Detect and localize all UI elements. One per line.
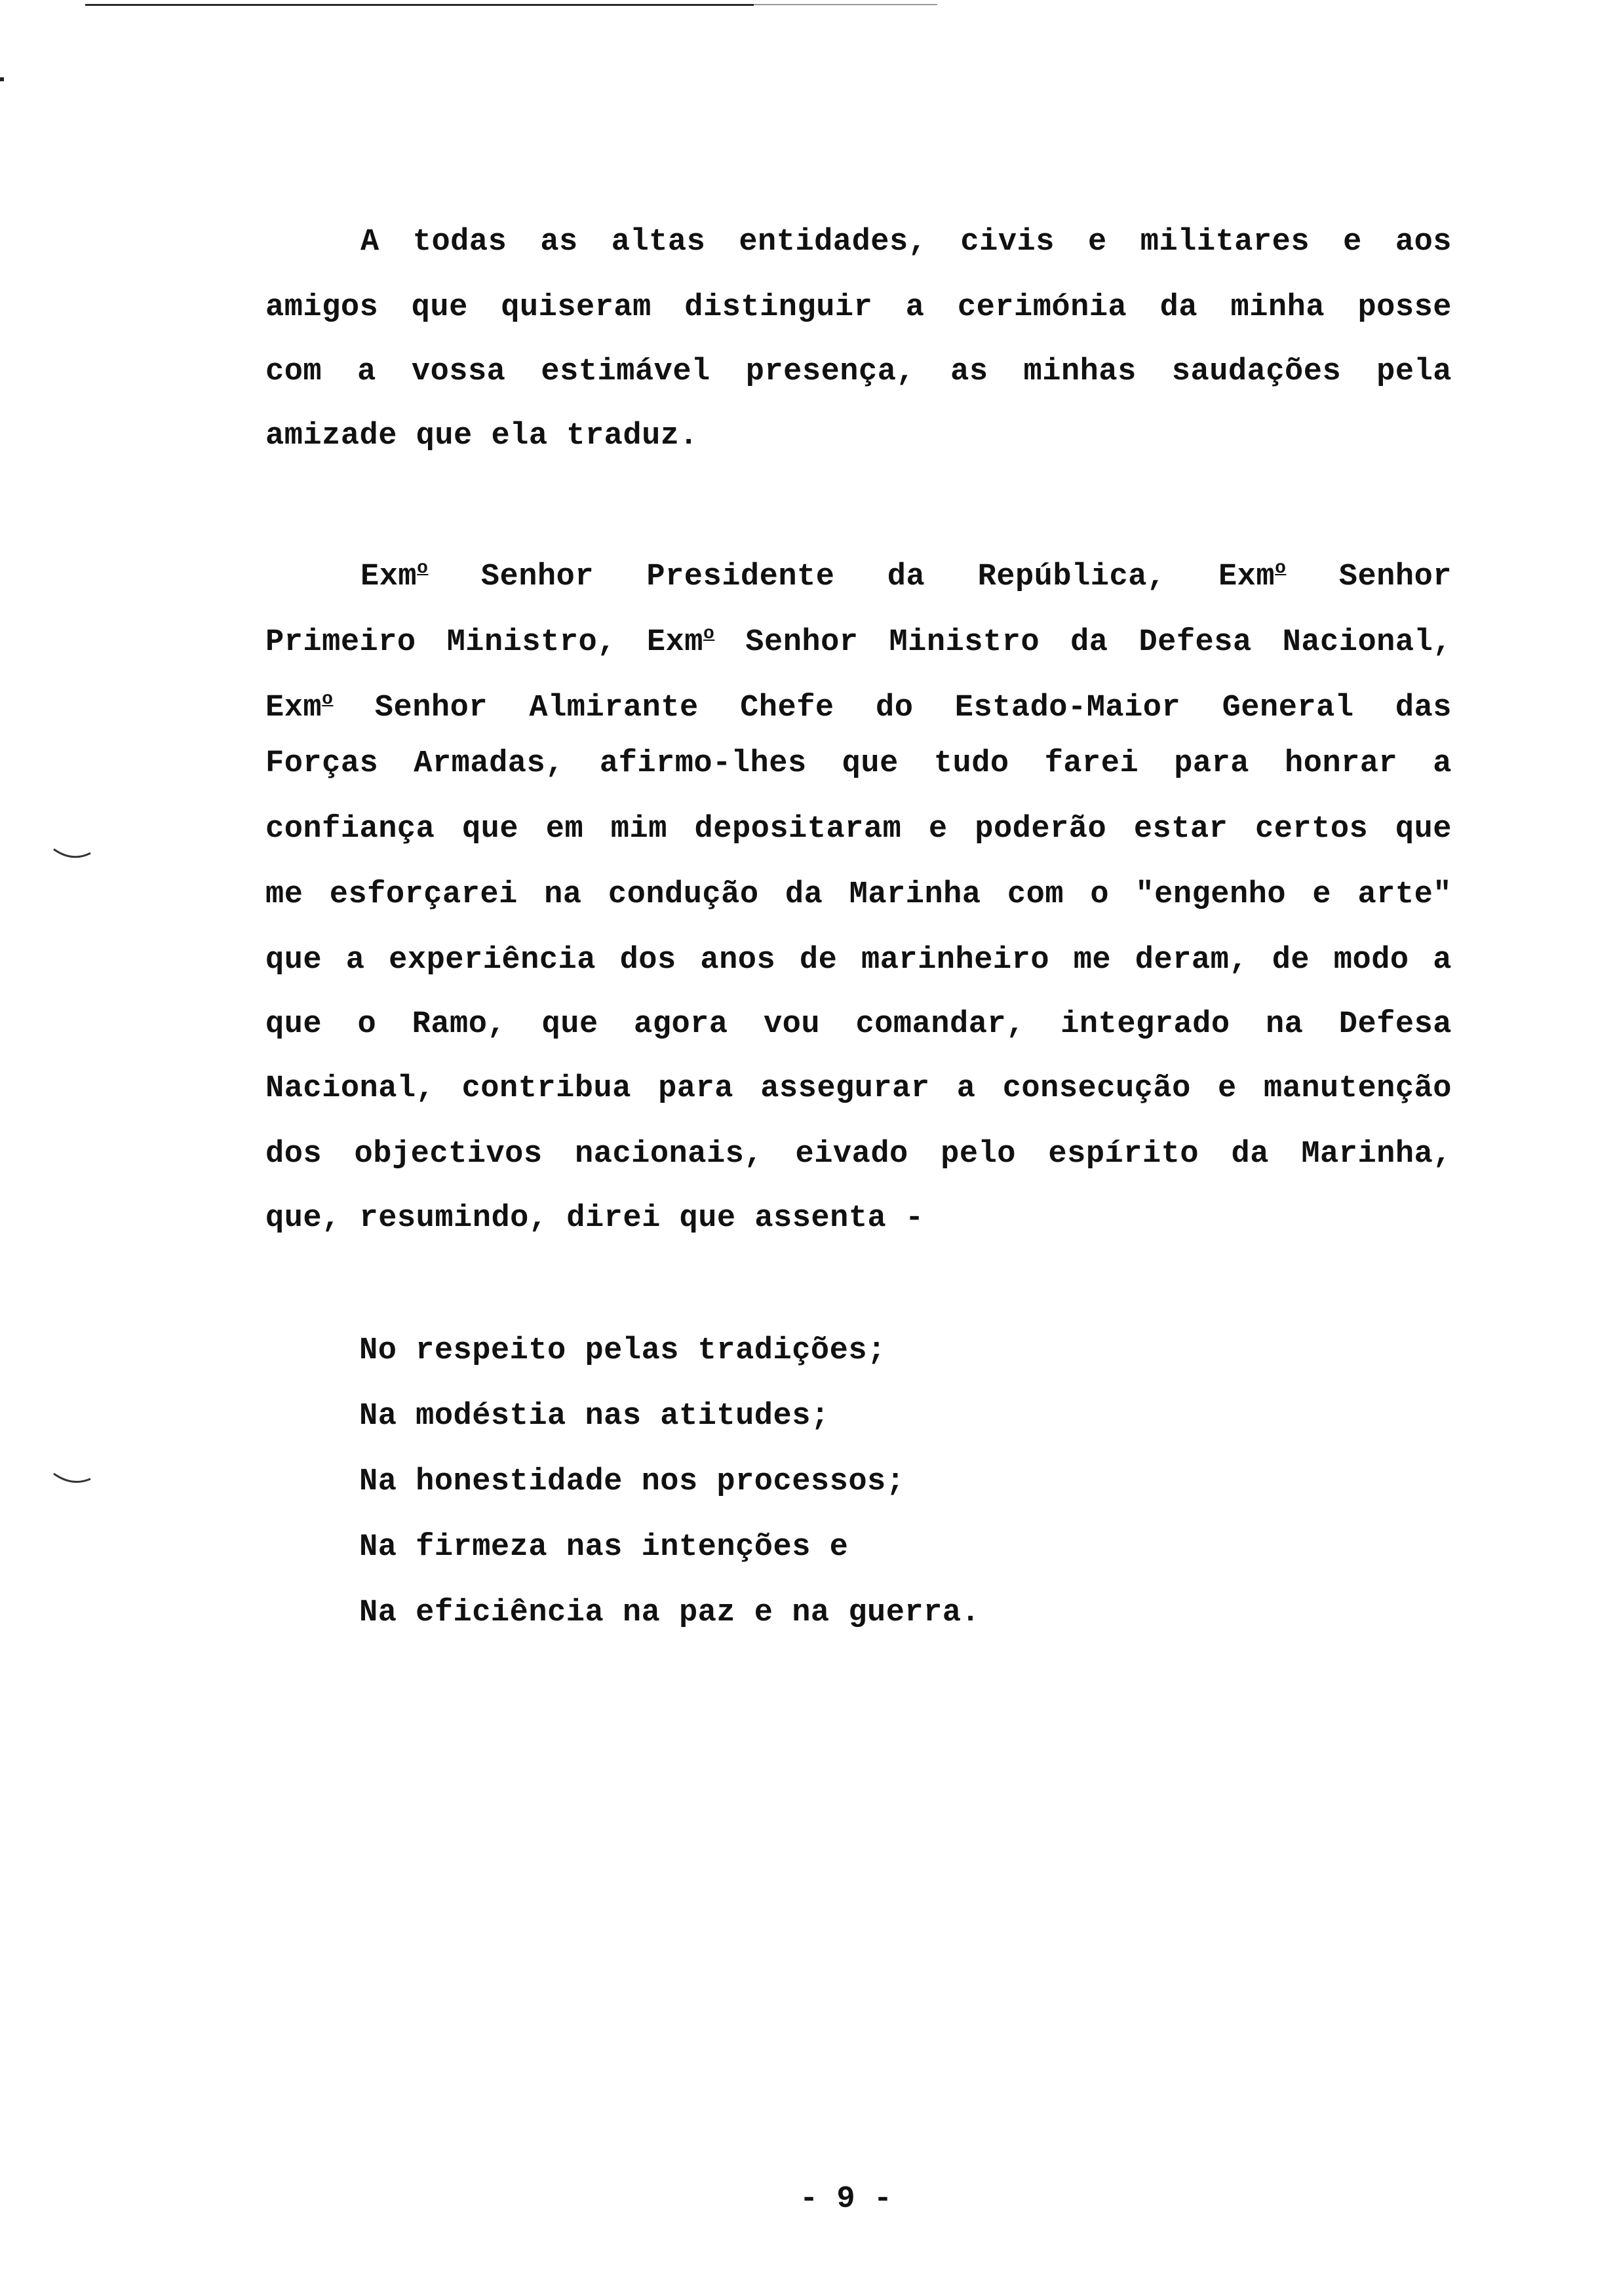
list-item: Na firmeza nas intenções e — [359, 1530, 849, 1565]
paragraph2-line: Primeiro Ministro, Exm$^o$ Senhor Ministro da Defesa Nacional, — [265, 624, 1452, 660]
ordinal-indicator: o — [1275, 558, 1287, 579]
paragraph2-line: que o Ramo, que agora vou comandar, integrado na Defesa — [265, 1007, 1452, 1042]
list-item: No respeito pelas tradições; — [359, 1333, 886, 1368]
paragraph2-line: Exm$^o$ Senhor Presidente da República, Exm$^o$ Senhor — [360, 558, 1452, 594]
top-border-line-faint — [754, 4, 937, 5]
ordinal-indicator: o — [703, 624, 715, 644]
scan-edge-mark — [0, 77, 4, 81]
ordinal-indicator: o — [417, 558, 429, 579]
paragraph2-line: que a experiência dos anos de marinheiro me deram, de modo a — [265, 943, 1452, 978]
scan-artifact-curve — [52, 1471, 92, 1491]
paragraph1-line: com a vossa estimável presença, as minhas saudações pela — [265, 354, 1452, 389]
page-number: - 9 - — [800, 2182, 893, 2217]
paragraph2-line: confiança que em mim depositaram e poderão estar certos que — [265, 812, 1452, 847]
paragraph2-line: Exm$^o$ Senhor Almirante Chefe do Estado-Maior General das — [265, 689, 1452, 725]
paragraph2-line: Forças Armadas, afirmo-lhes que tudo farei para honrar a — [265, 746, 1452, 781]
list-item: Na modéstia nas atitudes; — [359, 1399, 830, 1434]
paragraph2-line: que, resumindo, direi que assenta - — [265, 1201, 924, 1236]
paragraph2-line: Nacional, contribua para assegurar a consecução e manutenção — [265, 1071, 1452, 1106]
ordinal-indicator: o — [322, 689, 334, 710]
top-border-line — [85, 4, 754, 6]
paragraph1-line: A todas as altas entidades, civis e militares e aos — [360, 225, 1452, 259]
paragraph2-line: me esforçarei na condução da Marinha com o "engenho e arte" — [265, 877, 1452, 912]
scan-artifact-curve — [52, 845, 92, 865]
paragraph1-line: amizade que ela traduz. — [265, 419, 699, 453]
list-item: Na eficiência na paz e na guerra. — [359, 1596, 981, 1630]
list-item: Na honestidade nos processos; — [359, 1464, 905, 1499]
paragraph2-line: dos objectivos nacionais, eivado pelo espírito da Marinha, — [265, 1137, 1452, 1172]
paragraph1-line: amigos que quiseram distinguir a cerimónia da minha posse — [265, 290, 1452, 325]
